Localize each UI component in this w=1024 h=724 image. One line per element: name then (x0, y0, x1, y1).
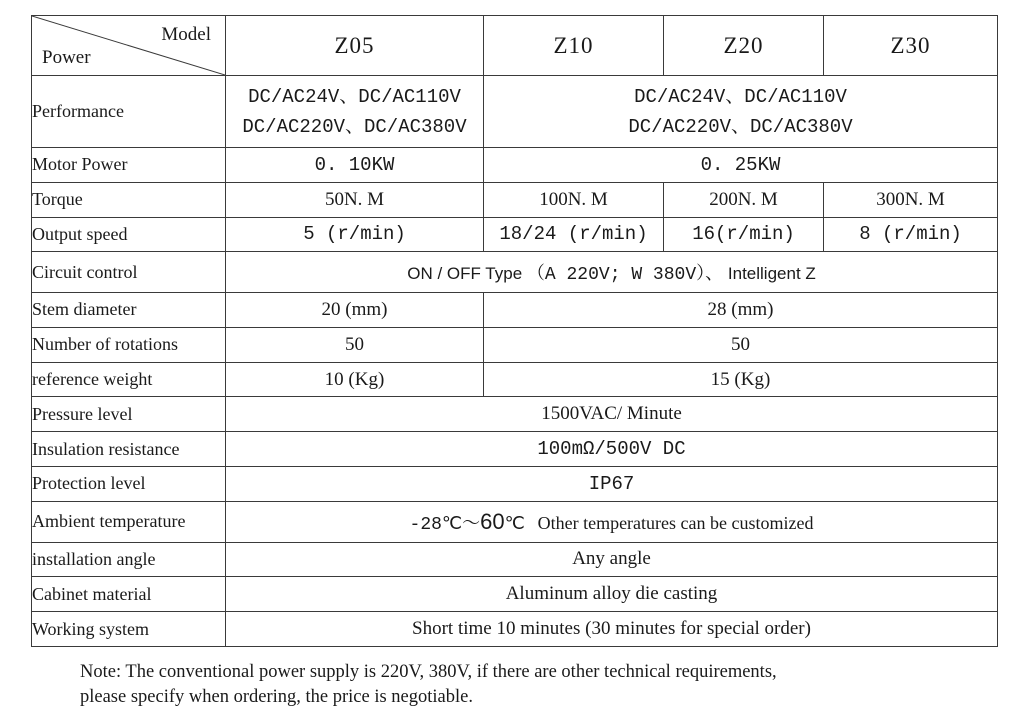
weight-z05: 10 (Kg) (226, 362, 484, 397)
working-value: Short time 10 minutes (30 minutes for special order) (226, 612, 998, 647)
stem-z05: 20 (mm) (226, 293, 484, 328)
speed-z20: 16(r/min) (664, 217, 824, 252)
insulation-value: 100mΩ/500V DC (226, 432, 998, 467)
rotations-z05: 50 (226, 327, 484, 362)
performance-rest-line1: DC/AC24V、DC/AC110V (634, 85, 847, 108)
speed-z10: 18/24 (r/min) (484, 217, 664, 252)
row-protection (32, 466, 998, 501)
header-corner-cell (32, 16, 226, 76)
row-output-speed (32, 217, 998, 252)
speed-z05: 5 (r/min) (226, 217, 484, 252)
label-angle: installation angle (32, 542, 226, 577)
performance-rest (484, 76, 998, 148)
label-circuit-control: Circuit control (32, 252, 226, 293)
protection-value: IP67 (226, 466, 998, 501)
performance-z05-line1: DC/AC24V、DC/AC110V (248, 85, 461, 108)
model-z05: Z05 (226, 16, 484, 76)
label-rotations: Number of rotations (32, 327, 226, 362)
pressure-voltage: 1500VAC/ (541, 403, 623, 425)
circuit-control-type: ON / OFF Type (407, 264, 523, 284)
performance-rest-line2: DC/AC220V、DC/AC380V (628, 115, 853, 138)
cabinet-value: Aluminum alloy die casting (226, 577, 998, 612)
row-insulation (32, 432, 998, 467)
torque-z20: 200N. M (664, 182, 824, 217)
header-row (32, 16, 998, 76)
ambient-max: 60 (480, 508, 505, 534)
ambient-unit: ℃ (504, 514, 525, 535)
label-weight: reference weight (32, 362, 226, 397)
row-rotations (32, 327, 998, 362)
label-motor-power: Motor Power (32, 148, 226, 183)
label-output-speed: Output speed (32, 217, 226, 252)
rotations-rest: 50 (484, 327, 998, 362)
footnote (80, 660, 960, 710)
weight-rest: 15 (Kg) (484, 362, 998, 397)
torque-z30: 300N. M (824, 182, 998, 217)
motor-power-z05: 0. 10KW (226, 148, 484, 183)
ambient-note: Other temperatures can be customized (537, 512, 814, 533)
circuit-control-intelligent: Intelligent Z (727, 264, 816, 284)
row-weight (32, 362, 998, 397)
label-pressure: Pressure level (32, 397, 226, 432)
ambient-min: -28℃～ (409, 514, 481, 535)
torque-z10: 100N. M (484, 182, 664, 217)
row-pressure (32, 397, 998, 432)
row-motor-power (32, 148, 998, 183)
spec-table (31, 15, 998, 647)
footnote-line1: Note: The conventional power supply is 220V, 380V, if there are other technical requirements, (80, 662, 777, 682)
label-ambient: Ambient temperature (32, 501, 226, 542)
footnote-line2: please specify when ordering, the price is negotiable. (80, 687, 473, 707)
row-working (32, 612, 998, 647)
speed-z30: 8 (r/min) (824, 217, 998, 252)
row-stem-diameter (32, 293, 998, 328)
label-insulation: Insulation resistance (32, 432, 226, 467)
row-angle (32, 542, 998, 577)
label-performance: Performance (32, 76, 226, 148)
label-protection: Protection level (32, 466, 226, 501)
angle-value: Any angle (226, 542, 998, 577)
circuit-control-value (226, 252, 998, 293)
ambient-value (226, 501, 998, 542)
label-working: Working system (32, 612, 226, 647)
row-ambient (32, 501, 998, 542)
row-torque (32, 182, 998, 217)
label-cabinet: Cabinet material (32, 577, 226, 612)
model-z10: Z10 (484, 16, 664, 76)
motor-power-rest: 0. 25KW (484, 148, 998, 183)
label-stem-diameter: Stem diameter (32, 293, 226, 328)
pressure-unit: Minute (626, 403, 682, 425)
model-label: Model (161, 24, 211, 45)
label-torque: Torque (32, 182, 226, 217)
model-z20: Z20 (664, 16, 824, 76)
power-label: Power (42, 47, 91, 68)
performance-z05-line2: DC/AC220V、DC/AC380V (242, 115, 467, 138)
row-circuit-control (32, 252, 998, 293)
row-cabinet (32, 577, 998, 612)
model-z30: Z30 (824, 16, 998, 76)
stem-rest: 28 (mm) (484, 293, 998, 328)
pressure-value (226, 397, 998, 432)
performance-z05 (226, 76, 484, 148)
row-performance (32, 76, 998, 148)
torque-z05: 50N. M (226, 182, 484, 217)
circuit-control-voltage: （A 220V; W 380V）、 (526, 265, 724, 286)
